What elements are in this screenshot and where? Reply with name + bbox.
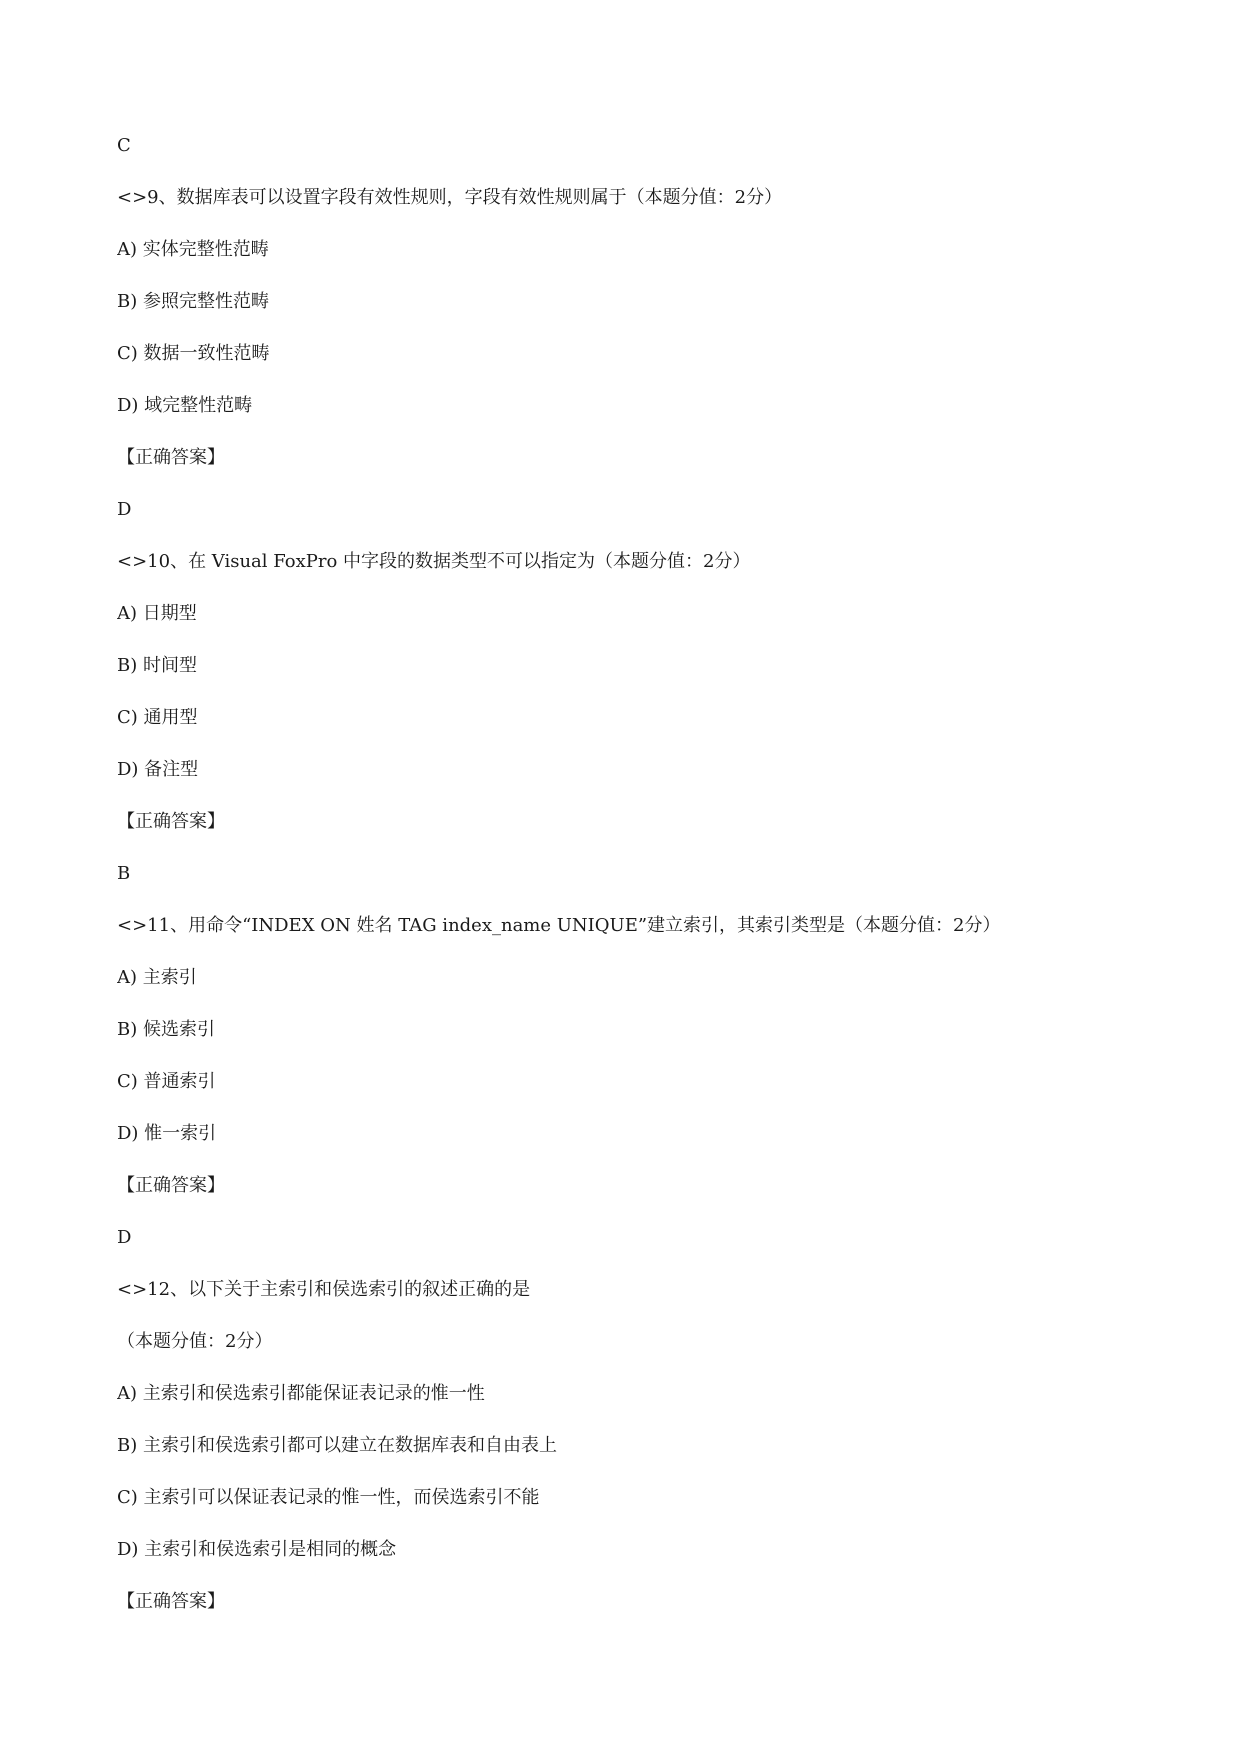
question-9-option-a: A) 实体完整性范畴 <box>117 239 269 260</box>
question-12-answer-label: 【正确答案】 <box>117 1591 225 1612</box>
question-11-text: <>11、用命令“INDEX ON 姓名 TAG index_name UNIQUE”建立索引，其索引类型是（本题分值：2分） <box>117 915 1001 936</box>
question-11-answer-label: 【正确答案】 <box>117 1175 225 1196</box>
question-9-text: <>9、数据库表可以设置字段有效性规则，字段有效性规则属于（本题分值：2分） <box>117 187 783 208</box>
question-10-option-c: C) 通用型 <box>117 707 198 728</box>
question-9-answer-label: 【正确答案】 <box>117 447 225 468</box>
question-9-option-d: D) 域完整性范畴 <box>117 395 253 416</box>
question-9-option-c: C) 数据一致性范畴 <box>117 343 270 364</box>
question-list <box>117 132 1157 1640</box>
question-10-option-b: B) 时间型 <box>117 655 197 676</box>
question-10-answer: B <box>117 863 131 884</box>
question-11-answer: D <box>117 1227 132 1248</box>
question-12-option-b: B) 主索引和侯选索引都可以建立在数据库表和自由表上 <box>117 1435 557 1456</box>
question-12-score: （本题分值：2分） <box>117 1331 273 1352</box>
question-12-option-c: C) 主索引可以保证表记录的惟一性，而侯选索引不能 <box>117 1487 540 1508</box>
question-10-option-a: A) 日期型 <box>117 603 197 624</box>
question-10-text: <>10、在 Visual FoxPro 中字段的数据类型不可以指定为（本题分值：2分） <box>117 551 751 572</box>
question-9-option-b: B) 参照完整性范畴 <box>117 291 269 312</box>
question-11-option-c: C) 普通索引 <box>117 1071 216 1092</box>
question-10-option-d: D) 备注型 <box>117 759 199 780</box>
answer-text: C <box>117 135 131 156</box>
question-11-option-d: D) 惟一索引 <box>117 1123 217 1144</box>
question-11-option-b: B) 候选索引 <box>117 1019 215 1040</box>
question-10-answer-label: 【正确答案】 <box>117 811 225 832</box>
question-9-answer: D <box>117 499 132 520</box>
question-11-option-a: A) 主索引 <box>117 967 197 988</box>
question-12-option-d: D) 主索引和侯选索引是相同的概念 <box>117 1539 397 1560</box>
question-12-option-a: A) 主索引和侯选索引都能保证表记录的惟一性 <box>117 1383 485 1404</box>
question-12-text: <>12、以下关于主索引和侯选索引的叙述正确的是 <box>117 1279 531 1300</box>
